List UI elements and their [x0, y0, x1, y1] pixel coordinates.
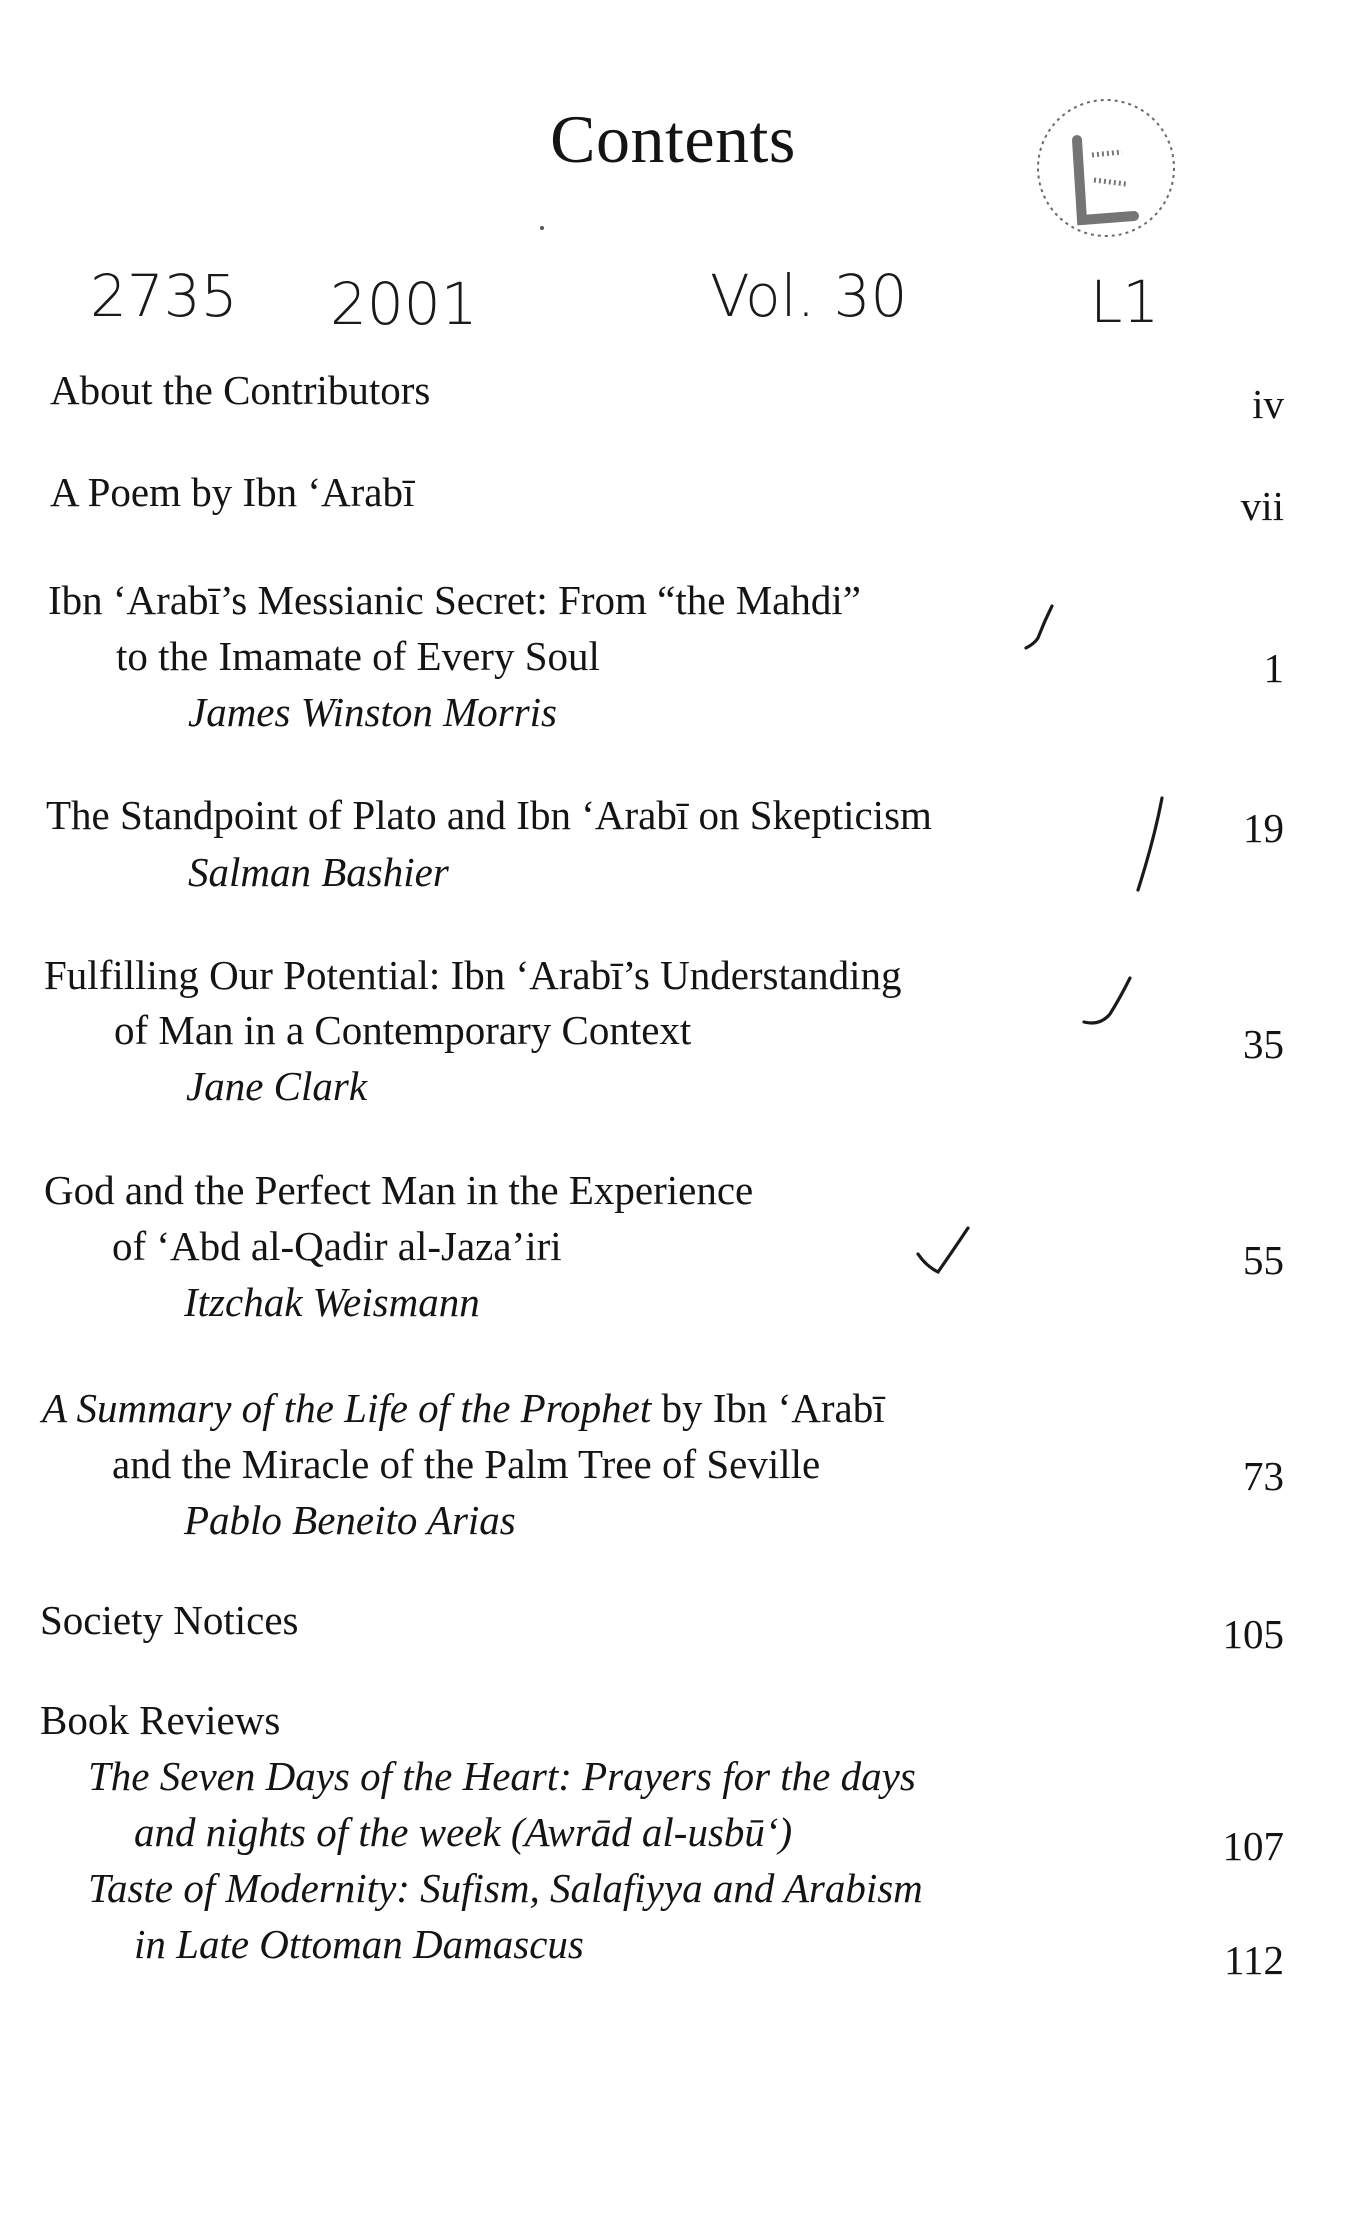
checkmark-icon [1020, 598, 1060, 658]
entry-author: Pablo Beneito Arias [184, 1497, 516, 1543]
entry-title-italic: A Summary of the Life of the Prophet [42, 1385, 652, 1431]
page-title: Contents [550, 101, 796, 177]
entry-title-line: and the Miracle of the Palm Tree of Seville [112, 1441, 821, 1487]
entry-title-rest: by Ibn ‘Arabī [651, 1385, 885, 1431]
entry-title-line: to the Imamate of Every Soul [116, 633, 600, 679]
checkmark-icon [1080, 970, 1140, 1040]
entry-title-line: Society Notices [40, 1597, 299, 1643]
review-title-line: Taste of Modernity: Sufism, Salafiyya and Arabism [88, 1865, 923, 1911]
entry-author: James Winston Morris [188, 689, 557, 735]
handwritten-code: L1 [1090, 268, 1160, 336]
checkmark-icon [912, 1222, 982, 1292]
entry-title-line: of Man in a Contemporary Context [114, 1007, 692, 1053]
review-title-line: The Seven Days of the Heart: Prayers for the days [88, 1753, 916, 1799]
handwritten-ref-number: 2735 [90, 262, 238, 330]
entry-title-line: About the Contributors [50, 367, 431, 413]
book-reviews-heading: Book Reviews [40, 1697, 281, 1743]
review-title-line: and nights of the week (Awrād al-usbū‘) [134, 1809, 793, 1855]
entry-author: Salman Bashier [188, 849, 449, 895]
entry-title-line [42, 1385, 885, 1431]
speck [540, 226, 544, 230]
entry-page-number: 19 [1243, 805, 1284, 851]
entry-page-number: 55 [1243, 1237, 1284, 1283]
checkmark-icon [1130, 790, 1170, 900]
entry-title-line: Ibn ‘Arabī’s Messianic Secret: From “the Mahdi” [48, 577, 861, 623]
entry-title-line: A Poem by Ibn ‘Arabī [50, 469, 415, 515]
entry-author: Jane Clark [186, 1063, 368, 1109]
entry-page-number: 105 [1222, 1611, 1284, 1657]
entry-author: Itzchak Weismann [184, 1279, 480, 1325]
handwritten-year: 2001 [330, 270, 478, 338]
review-title-line: in Late Ottoman Damascus [134, 1921, 584, 1967]
review-page-number: 107 [1222, 1823, 1284, 1869]
entry-page-number: 1 [1263, 645, 1284, 691]
entry-page-number: iv [1252, 381, 1284, 427]
entry-page-number: vii [1240, 483, 1284, 529]
entry-title-line: God and the Perfect Man in the Experience [44, 1167, 754, 1213]
review-page-number: 112 [1224, 1937, 1284, 1983]
entry-page-number: 35 [1243, 1021, 1284, 1067]
entry-page-number: 73 [1243, 1453, 1284, 1499]
handwritten-volume: Vol. 30 [710, 262, 908, 330]
entry-title-line: Fulfilling Our Potential: Ibn ‘Arabī’s Understanding [44, 952, 902, 998]
entry-title-line: The Standpoint of Plato and Ibn ‘Arabī on Skepticism [46, 792, 932, 838]
entry-title-line: of ‘Abd al-Qadir al-Jaza’iri [112, 1223, 562, 1269]
library-stamp-icon [1022, 80, 1190, 248]
